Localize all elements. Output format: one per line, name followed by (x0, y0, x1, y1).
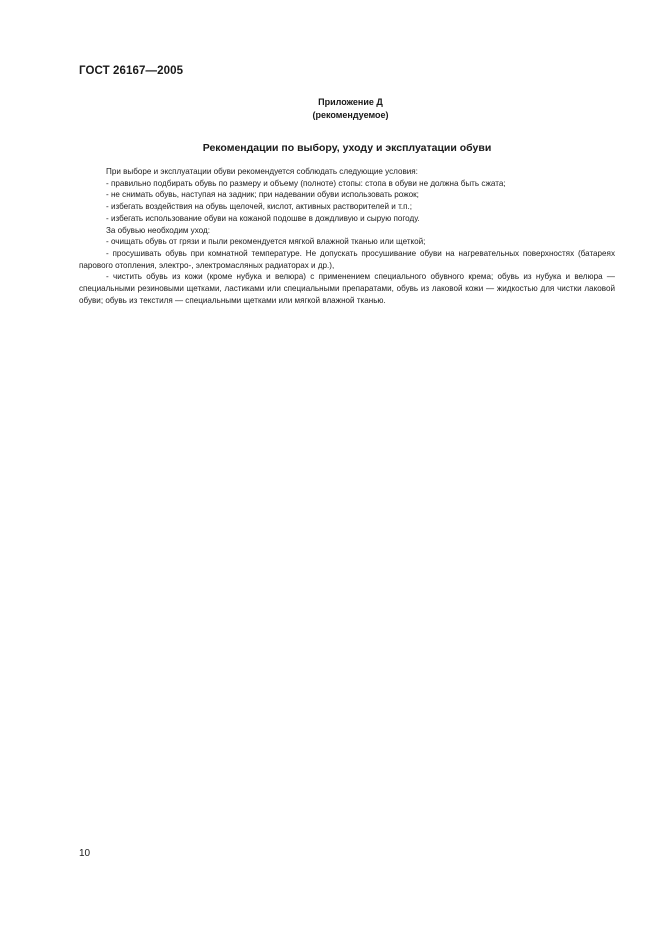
paragraph: - просушивать обувь при комнатной температуре. Не допускать просушивание обуви на нагревательных поверхностях (батареях парового отопления, электро-, электромасляных радиаторах и др.), (79, 248, 615, 270)
annex-heading (0, 96, 661, 122)
annex-label: Приложение Д (318, 97, 383, 107)
section-title: Рекомендации по выбору, уходу и эксплуатации обуви (202, 142, 492, 154)
document-header-id: ГОСТ 26167—2005 (79, 65, 184, 77)
paragraph: - не снимать обувь, наступая на задник; при надевании обуви использовать рожок; (106, 190, 419, 200)
body-text (79, 166, 615, 306)
paragraph: - правильно подбирать обувь по размеру и объему (полноте) стопы: стопа в обуви не должна быть сжата; (106, 178, 506, 188)
annex-status: (рекомендуемое) (312, 110, 389, 120)
paragraph: За обувью необходим уход: (106, 225, 210, 235)
page-number: 10 (79, 848, 91, 859)
paragraph: - избегать использование обуви на кожаной подошве в дождливую и сырую погоду. (106, 213, 420, 223)
paragraph: - очищать обувь от грязи и пыли рекомендуется мягкой влажной тканью или щеткой; (106, 237, 426, 247)
paragraph: При выборе и эксплуатации обуви рекомендуется соблюдать следующие условия: (106, 167, 418, 176)
paragraph: - избегать воздействия на обувь щелочей, кислот, активных растворителей и т.п.; (106, 202, 413, 212)
paragraph: - чистить обувь из кожи (кроме нубука и велюра) с применением специального обувного крема; обувь из нубука и велюра — специальными резиновыми щетками, ластиками или специальными препаратами, обувь из лаковой кожи — жидкостью для чистки лаковой обуви; обувь из текстиля — специальными щетками или мягкой влажной тканью. (79, 272, 615, 305)
